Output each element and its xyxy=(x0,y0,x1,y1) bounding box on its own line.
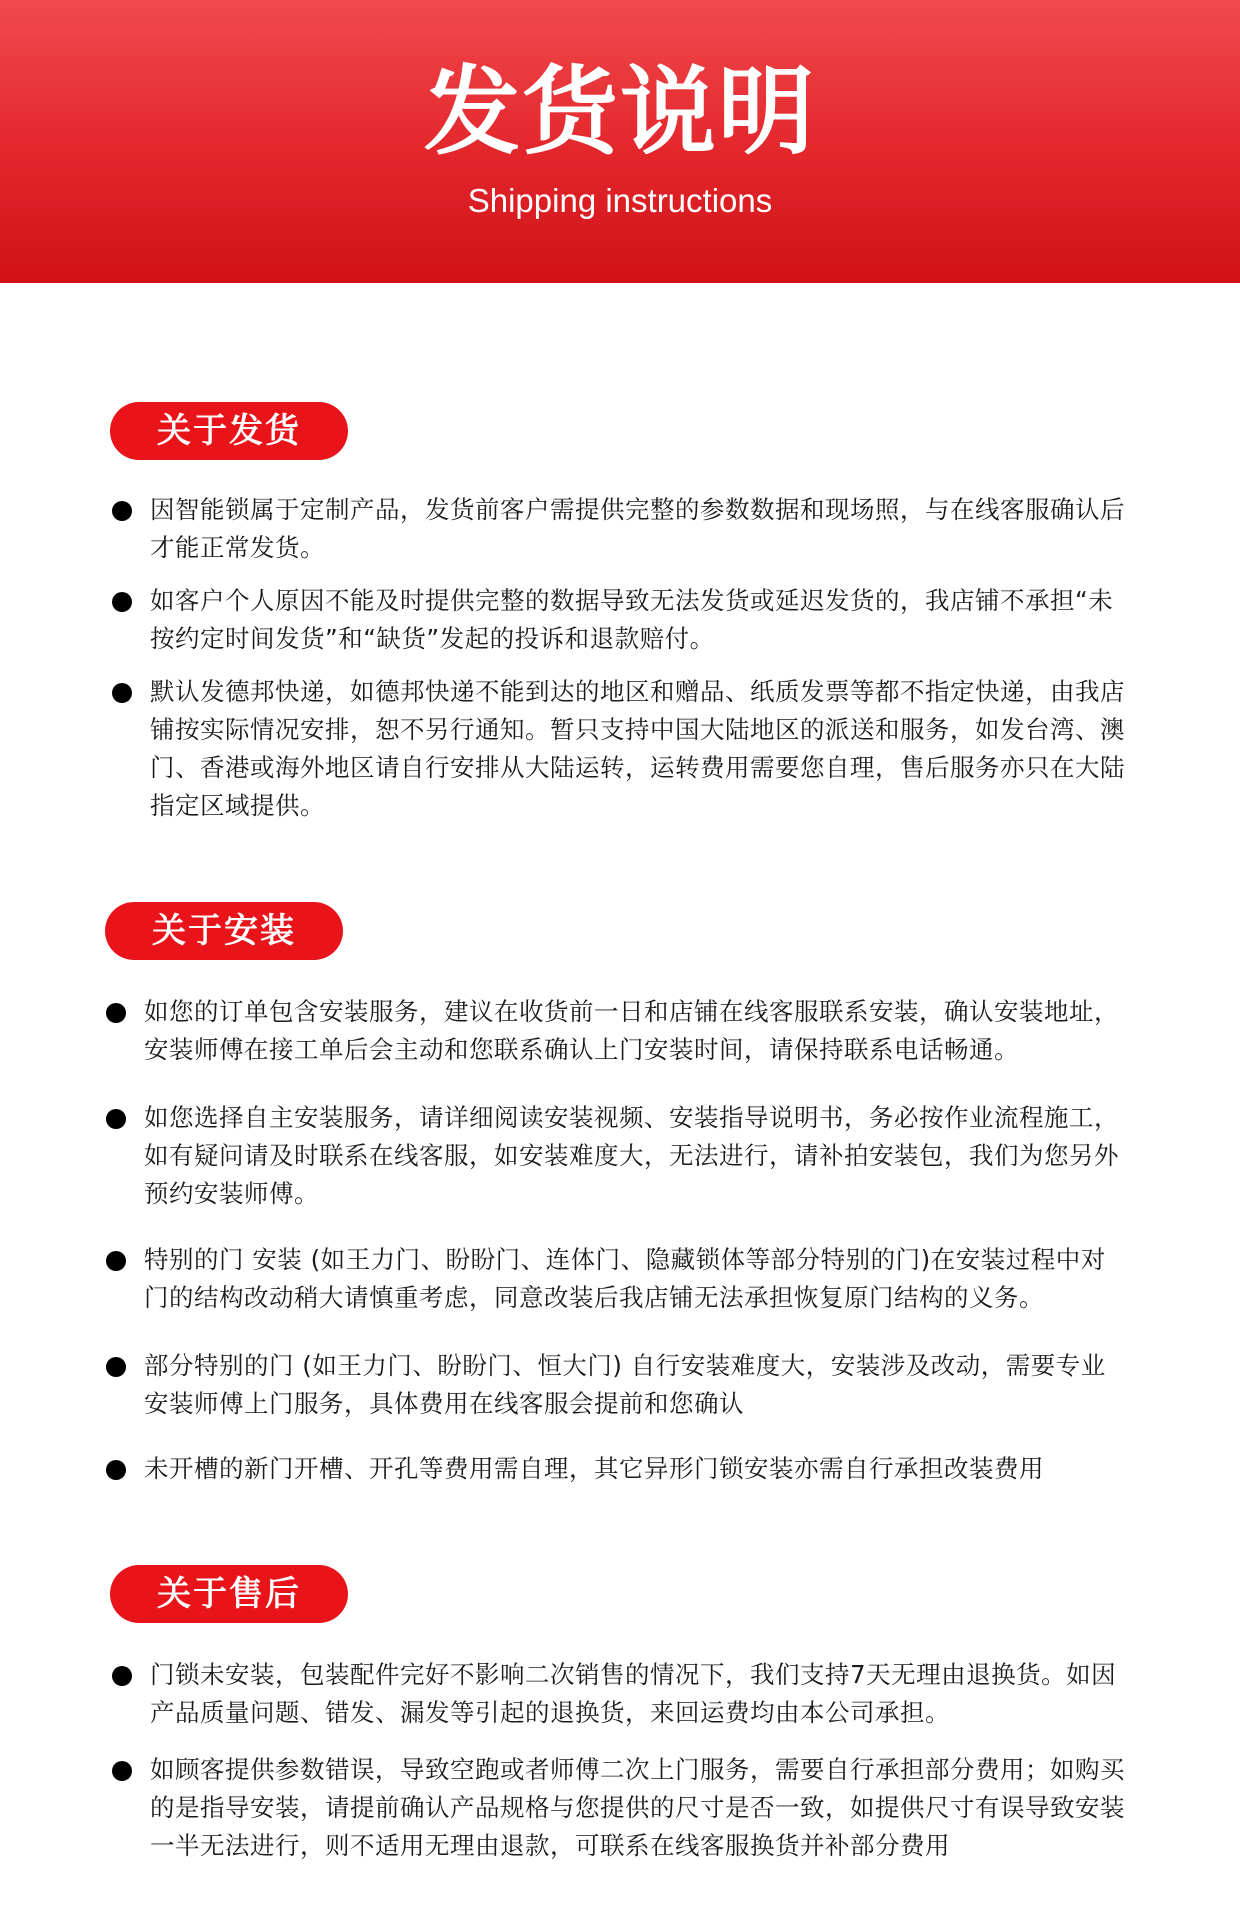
page-title: 发货说明 xyxy=(424,56,816,168)
bullet-icon xyxy=(106,1251,126,1271)
bullet-icon xyxy=(112,1666,132,1686)
bullet-icon xyxy=(106,1003,126,1023)
list-item xyxy=(106,1099,1126,1213)
list-item-text: 如客户个人原因不能及时提供完整的数据导致无法发货或延迟发货的，我店铺不承担“未按约定时间发货”和“缺货”发起的投诉和退款赔付。 xyxy=(150,586,1114,653)
page-subtitle: Shipping instructions xyxy=(467,182,773,219)
list-item-text: 未开槽的新门开槽、开孔等费用需自理，其它异形门锁安装亦需自行承担改装费用 xyxy=(144,1454,1044,1483)
section-title-after-sales: 关于售后 xyxy=(110,1565,348,1623)
bullet-icon xyxy=(106,1109,126,1129)
list-item-text: 门锁未安装，包装配件完好不影响二次销售的情况下，我们支持7天无理由退换货。如因产品质量问题、错发、漏发等引起的退换货，来回运费均由本公司承担。 xyxy=(150,1660,1117,1727)
list-item xyxy=(112,491,1132,567)
list-item xyxy=(106,1347,1126,1423)
bullet-icon xyxy=(112,501,132,521)
list-item xyxy=(112,1656,1132,1732)
list-item-text: 特别的门 安装 (如王力门、盼盼门、连体门、隐藏锁体等部分特别的门)在安装过程中对门的结构改动稍大请慎重考虑，同意改装后我店铺无法承担恢复原门结构的义务。 xyxy=(144,1245,1106,1312)
list-item xyxy=(112,582,1132,658)
section-title-shipping: 关于发货 xyxy=(110,402,348,460)
bullet-icon xyxy=(106,1357,126,1377)
bullet-icon xyxy=(106,1460,126,1480)
list-item xyxy=(106,993,1126,1069)
list-item-text: 如您的订单包含安装服务，建议在收货前一日和店铺在线客服联系安装，确认安装地址，安装师傅在接工单后会主动和您联系确认上门安装时间，请保持联系电话畅通。 xyxy=(144,997,1119,1064)
bullet-icon xyxy=(112,683,132,703)
list-item-text: 默认发德邦快递，如德邦快递不能到达的地区和赠品、纸质发票等都不指定快递，由我店铺按实际情况安排，恕不另行通知。暂只支持中国大陆地区的派送和服务，如发台湾、澳门、香港或海外地区请自行安排从大陆运转，运转费用需要您自理，售后服务亦只在大陆指定区域提供。 xyxy=(150,677,1125,820)
list-item-text: 部分特别的门 (如王力门、盼盼门、恒大门) 自行安装难度大，安装涉及改动，需要专业安装师傅上门服务，具体费用在线客服会提前和您确认 xyxy=(144,1351,1106,1418)
section-title-installation: 关于安装 xyxy=(105,902,343,960)
bullet-icon xyxy=(112,1761,132,1781)
header-banner xyxy=(0,0,1240,283)
list-item-text: 如顾客提供参数错误，导致空跑或者师傅二次上门服务，需要自行承担部分费用；如购买的是指导安装，请提前确认产品规格与您提供的尺寸是否一致，如提供尺寸有误导致安装一半无法进行，则不适用无理由退款，可联系在线客服换货并补部分费用 xyxy=(150,1755,1125,1860)
list-item-text: 如您选择自主安装服务，请详细阅读安装视频、安装指导说明书，务必按作业流程施工，如有疑问请及时联系在线客服，如安装难度大，无法进行，请补拍安装包，我们为您另外预约安装师傅。 xyxy=(144,1103,1119,1208)
bullet-icon xyxy=(112,592,132,612)
list-item xyxy=(106,1450,1126,1488)
list-item xyxy=(112,673,1132,825)
list-item xyxy=(112,1751,1132,1865)
list-item-text: 因智能锁属于定制产品，发货前客户需提供完整的参数数据和现场照，与在线客服确认后才能正常发货。 xyxy=(150,495,1125,562)
list-item xyxy=(106,1241,1126,1317)
